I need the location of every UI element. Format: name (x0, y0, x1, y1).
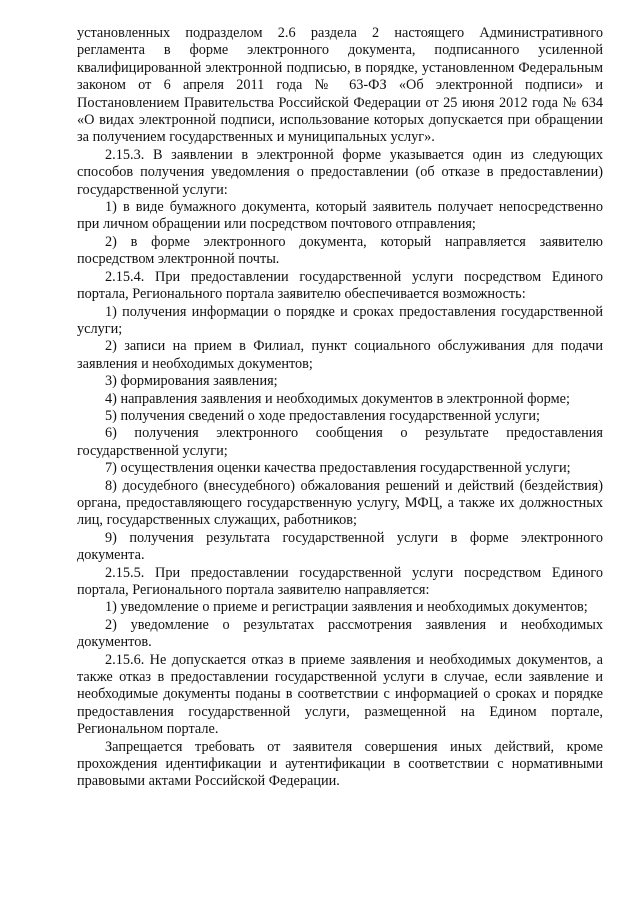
list-item-2-review-notice: 2) уведомление о результатах рассмотрения заявления и необходимых документов. (77, 616, 603, 651)
paragraph-continuation-2-15-2: установленных подразделом 2.6 раздела 2 настоящего Административного регламента в форме электронного документа, подписанного усиленной квалифицированной электронной подписью, в порядке, установленном Федеральным законом от 6 апреля 2011 года № 63-ФЗ «Об электронной подписи» и Постановлением Правительства Российской Федерации от 25 июня 2012 года № 634 «О видах электронной подписи, использование которых допускается при обращении за получением государственных и муниципальных услуг». (77, 25, 603, 146)
paragraph-2-15-3: 2.15.3. В заявлении в электронной форме указывается один из следующих способов получения уведомления о предоставлении (об отказе в предоставлении) государственной услуги: (77, 146, 603, 198)
list-item-2-appointment: 2) записи на прием в Филиал, пункт социального обслуживания для подачи заявления и необходимых документов; (77, 338, 603, 372)
document-page (77, 25, 603, 791)
list-item-paper-document: 1) в виде бумажного документа, который заявитель получает непосредственно при личном обращении или посредством почтового отправления; (77, 199, 603, 233)
list-item-8-appeal: 8) досудебного (внесудебного) обжалования решений и действий (бездействия) органа, предоставляющего государственную услугу, МФЦ, а также их должностных лиц, государственных служащих, работников; (77, 477, 603, 529)
list-item-4-submission: 4) направления заявления и необходимых документов в электронной форме; (105, 390, 570, 407)
list-item-3-application: 3) формирования заявления; (105, 373, 278, 390)
list-item-7-quality-rating: 7) осуществления оценки качества предоставления государственной услуги; (105, 460, 571, 477)
list-item-9-electronic-result: 9) получения результата государственной услуги в форме электронного документа. (77, 529, 603, 564)
list-item-5-status: 5) получения сведений о ходе предоставления государственной услуги; (105, 407, 541, 424)
list-item-6-result-message: 6) получения электронного сообщения о результате предоставления государственной услуги; (77, 425, 603, 459)
paragraph-2-15-4: 2.15.4. При предоставлении государственной услуги посредством Единого портала, Регионального портала заявителю обеспечивается возможность: (77, 268, 603, 303)
paragraph-prohibition: Запрещается требовать от заявителя совершения иных действий, кроме прохождения идентификации и аутентификации в соответствии с нормативными правовыми актами Российской Федерации. (77, 738, 603, 790)
list-item-1-information: 1) получения информации о порядке и сроках предоставления государственной услуги; (77, 303, 603, 337)
list-item-electronic-document: 2) в форме электронного документа, который направляется заявителю посредством электронной почты. (77, 233, 603, 268)
list-item-1-receipt-notice: 1) уведомление о приеме и регистрации заявления и необходимых документов; (105, 599, 588, 616)
paragraph-2-15-6: 2.15.6. Не допускается отказ в приеме заявления и необходимых документов, а также отказ в предоставлении государственной услуги в случае, если заявление и необходимые документы поданы в соответствии с информацией о сроках и порядке предоставления государственной услуги, размещенной на Едином портале, Региональном портале. (77, 651, 603, 738)
paragraph-2-15-5: 2.15.5. При предоставлении государственной услуги посредством Единого портала, Регионального портала заявителю направляется: (77, 564, 603, 598)
